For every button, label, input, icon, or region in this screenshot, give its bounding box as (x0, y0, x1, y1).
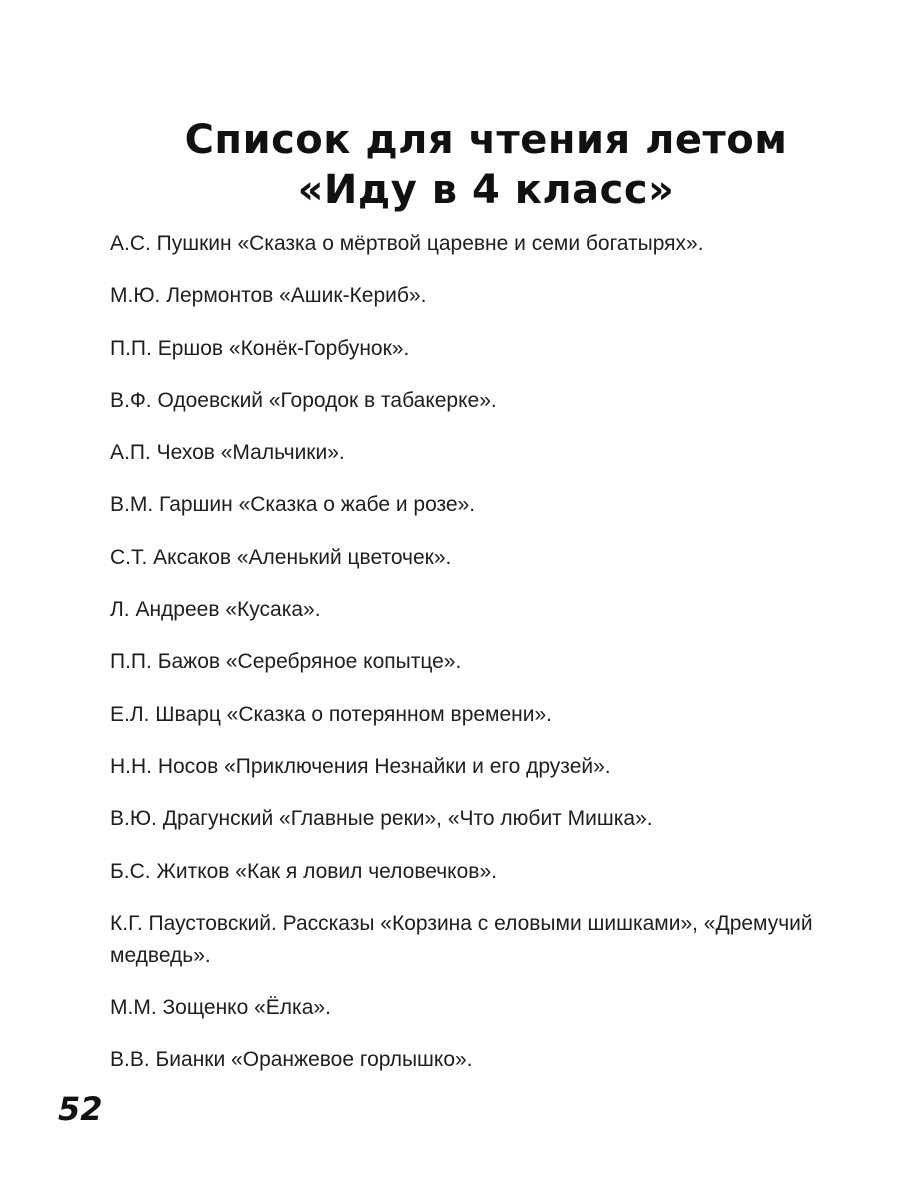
list-item: В.Ф. Одоевский «Городок в табакерке». (110, 388, 497, 412)
page-number: 52 (58, 1090, 103, 1128)
list-item: М.Ю. Лермонтов «Ашик-Кериб». (110, 284, 427, 308)
reading-list (110, 228, 850, 1097)
page-title (36, 115, 900, 215)
list-item: А.С. Пушкин «Сказка о мёртвой царевне и семи богатырях». (110, 232, 704, 255)
list-item: В.Ю. Драгунский «Главные реки», «Что любит Мишка». (110, 807, 653, 831)
list-item: В.В. Бианки «Оранжевое горлышко». (110, 1048, 473, 1072)
list-item: Б.С. Житков «Как я ловил человечков». (110, 859, 497, 883)
list-item: П.П. Бажов «Серебряное копытце». (110, 650, 462, 674)
list-item: М.М. Зощенко «Ёлка». (110, 996, 331, 1020)
list-item: А.П. Чехов «Мальчики». (110, 441, 345, 465)
list-item: Е.Л. Шварц «Сказка о потерянном времени». (110, 702, 553, 726)
list-item: Н.Н. Носов «Приключения Незнайки и его друзей». (110, 754, 611, 778)
list-item: Л. Андреев «Кусака». (110, 598, 321, 622)
list-item: К.Г. Паустовский. Рассказы «Корзина с еловыми шишками», «Дремучий медведь». (110, 911, 813, 967)
title-line-2: «Иду в 4 класс» (297, 166, 675, 213)
list-item: В.М. Гаршин «Сказка о жабе и розе». (110, 493, 476, 517)
list-item: С.Т. Аксаков «Аленький цветочек». (110, 545, 452, 569)
list-item: П.П. Ершов «Конёк-Горбунок». (110, 336, 410, 360)
title-line-1: Список для чтения летом (184, 116, 788, 163)
